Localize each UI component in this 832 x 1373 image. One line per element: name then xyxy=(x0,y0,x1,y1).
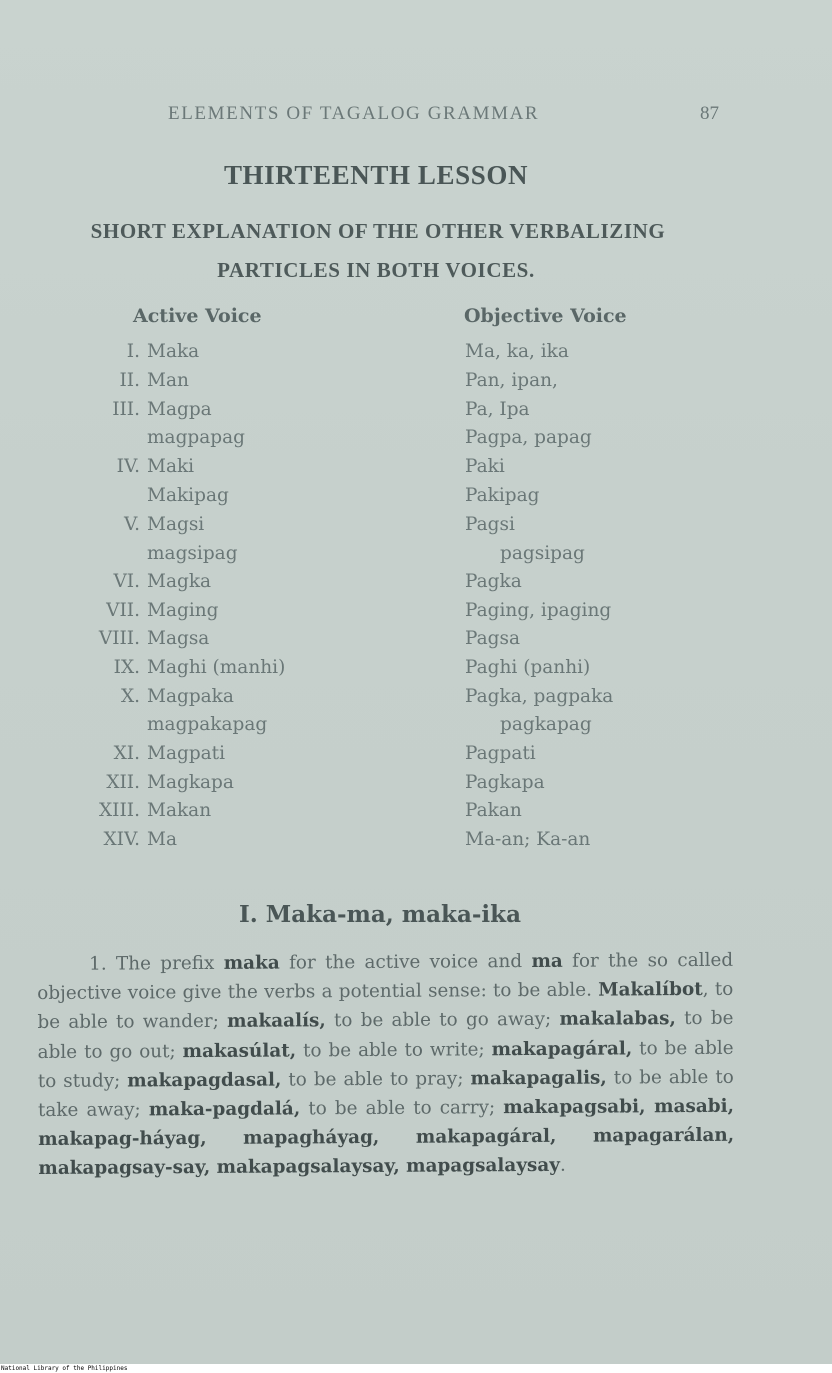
table-row xyxy=(0,772,832,800)
bold-term: makalabas, xyxy=(559,1008,676,1031)
table-row xyxy=(0,600,832,628)
paragraph-text: to be able to study; xyxy=(37,1037,734,1092)
active-particle: Man xyxy=(147,370,189,391)
objective-particle: Pagpa, papag xyxy=(465,427,592,448)
table-row xyxy=(0,514,832,542)
objective-particle: Pagsa xyxy=(465,628,521,649)
row-number: XII. xyxy=(106,772,140,793)
table-row xyxy=(0,743,832,771)
table-row xyxy=(0,427,832,455)
objective-particle: Paging, ipaging xyxy=(465,600,612,621)
objective-particle: Ma-an; Ka-an xyxy=(465,829,591,850)
row-number: VI. xyxy=(113,571,140,592)
row-number: VII. xyxy=(106,600,140,621)
lesson-subtitle-line2: PARTICLES IN BOTH VOICES. xyxy=(217,258,535,282)
table-row xyxy=(0,485,832,513)
objective-particle: Pan, ipan, xyxy=(465,370,558,391)
active-particle: Magka xyxy=(147,571,212,592)
objective-particle: pagkapag xyxy=(500,714,592,735)
bold-term: makapagáral, xyxy=(491,1037,633,1060)
paragraph-text: . xyxy=(559,1155,566,1177)
row-number: III. xyxy=(112,399,140,420)
page-number: 87 xyxy=(700,103,719,124)
objective-particle: Pakipag xyxy=(465,485,540,506)
objective-particle: Pagka, pagpaka xyxy=(465,686,614,707)
table-row xyxy=(0,543,832,571)
row-number: XI. xyxy=(113,743,140,764)
table-row xyxy=(0,686,832,714)
bold-term: ma xyxy=(531,950,563,972)
bold-term: Makalíbot xyxy=(598,979,703,1001)
table-row xyxy=(0,399,832,427)
row-number: VIII. xyxy=(98,628,140,649)
active-particle: Magkapa xyxy=(147,772,234,793)
objective-particle: Pagkapa xyxy=(465,772,545,793)
objective-particle: Pagka xyxy=(465,571,522,592)
active-particle: Makipag xyxy=(147,485,229,506)
library-credit: National Library of the Philippines xyxy=(1,1365,128,1372)
paragraph-text: to be able to pray; xyxy=(281,1068,471,1091)
row-number: IV. xyxy=(116,456,140,477)
active-particle: Magpaka xyxy=(147,686,234,707)
active-particle: magpapag xyxy=(147,427,246,448)
paragraph-text: to be able to write; xyxy=(296,1038,492,1062)
lesson-subtitle-line1: SHORT EXPLANATION OF THE OTHER VERBALIZING xyxy=(90,219,666,243)
objective-particle: Pagsi xyxy=(465,514,515,535)
objective-particle: Ma, ka, ika xyxy=(465,341,569,362)
table-row xyxy=(0,571,832,599)
paragraph-text: to be able to take away; xyxy=(37,1066,734,1122)
paragraph-text: to be able to go out; xyxy=(37,1008,734,1063)
active-particle: Magsi xyxy=(147,514,205,535)
paragraph-text: 1. The prefix xyxy=(89,952,224,975)
table-row xyxy=(0,829,832,857)
bold-term: maka xyxy=(223,952,280,974)
paragraph-text: for the so called objective voice give the verbs a potential sense: to be able. xyxy=(37,949,734,1005)
active-particle: Magsa xyxy=(147,628,210,649)
row-number: X. xyxy=(120,686,140,707)
table-row xyxy=(0,370,832,398)
paragraph-text: for the active voice and xyxy=(279,950,532,974)
section-title: I. Maka-ma, maka-ika xyxy=(239,901,521,928)
paragraph-text: to be able to go away; xyxy=(325,1009,560,1032)
bold-term: makaalís, xyxy=(227,1010,326,1033)
row-number: V. xyxy=(123,514,140,535)
table-row xyxy=(0,456,832,484)
table-row xyxy=(0,714,832,742)
active-particle: Maka xyxy=(147,341,200,362)
body-paragraph xyxy=(37,946,734,1184)
objective-particle: Pakan xyxy=(465,800,522,821)
lesson-title: THIRTEENTH LESSON xyxy=(223,160,529,190)
active-particle: Maghi (manhi) xyxy=(147,657,286,678)
row-number: XIV. xyxy=(103,829,140,850)
row-number: I. xyxy=(126,341,140,362)
paragraph-text: to be able to carry; xyxy=(300,1097,504,1120)
bold-term: makapagdasal, xyxy=(127,1069,282,1092)
bold-term: maka-pagdalá, xyxy=(148,1098,301,1121)
running-title: ELEMENTS OF TAGALOG GRAMMAR xyxy=(168,103,540,124)
objective-particle: Paghi (panhi) xyxy=(465,657,591,678)
table-row xyxy=(0,341,832,369)
table-row xyxy=(0,800,832,828)
active-voice-header: Active Voice xyxy=(133,305,262,327)
active-particle: magpakapag xyxy=(147,714,268,735)
row-number: IX. xyxy=(113,657,140,678)
active-particle: Ma xyxy=(147,829,177,850)
active-particle: Maki xyxy=(147,456,195,477)
table-row xyxy=(0,657,832,685)
active-particle: Maging xyxy=(147,600,219,621)
active-particle: magsipag xyxy=(147,543,238,564)
objective-particle: Pagpati xyxy=(465,743,536,764)
active-particle: Magpati xyxy=(147,743,226,764)
objective-particle: Pa, Ipa xyxy=(465,399,530,420)
bold-term: makapagsabi, masabi, makapag-háyag, mapagháyag, makapagáral, mapagarálan, makapagsay-say, makapagsalaysay, mapagsalaysay xyxy=(38,1095,735,1180)
bold-term: makapagalis, xyxy=(470,1067,607,1090)
objective-particle: Paki xyxy=(465,456,505,477)
objective-voice-header: Objective Voice xyxy=(464,305,627,327)
table-row xyxy=(0,628,832,656)
row-number: II. xyxy=(119,370,140,391)
active-particle: Magpa xyxy=(147,399,212,420)
bold-term: makasúlat, xyxy=(182,1040,297,1062)
row-number: XIII. xyxy=(99,800,140,821)
paragraph-text: , to be able to wander; xyxy=(37,978,734,1034)
objective-particle: pagsipag xyxy=(500,543,585,564)
active-particle: Makan xyxy=(147,800,212,821)
